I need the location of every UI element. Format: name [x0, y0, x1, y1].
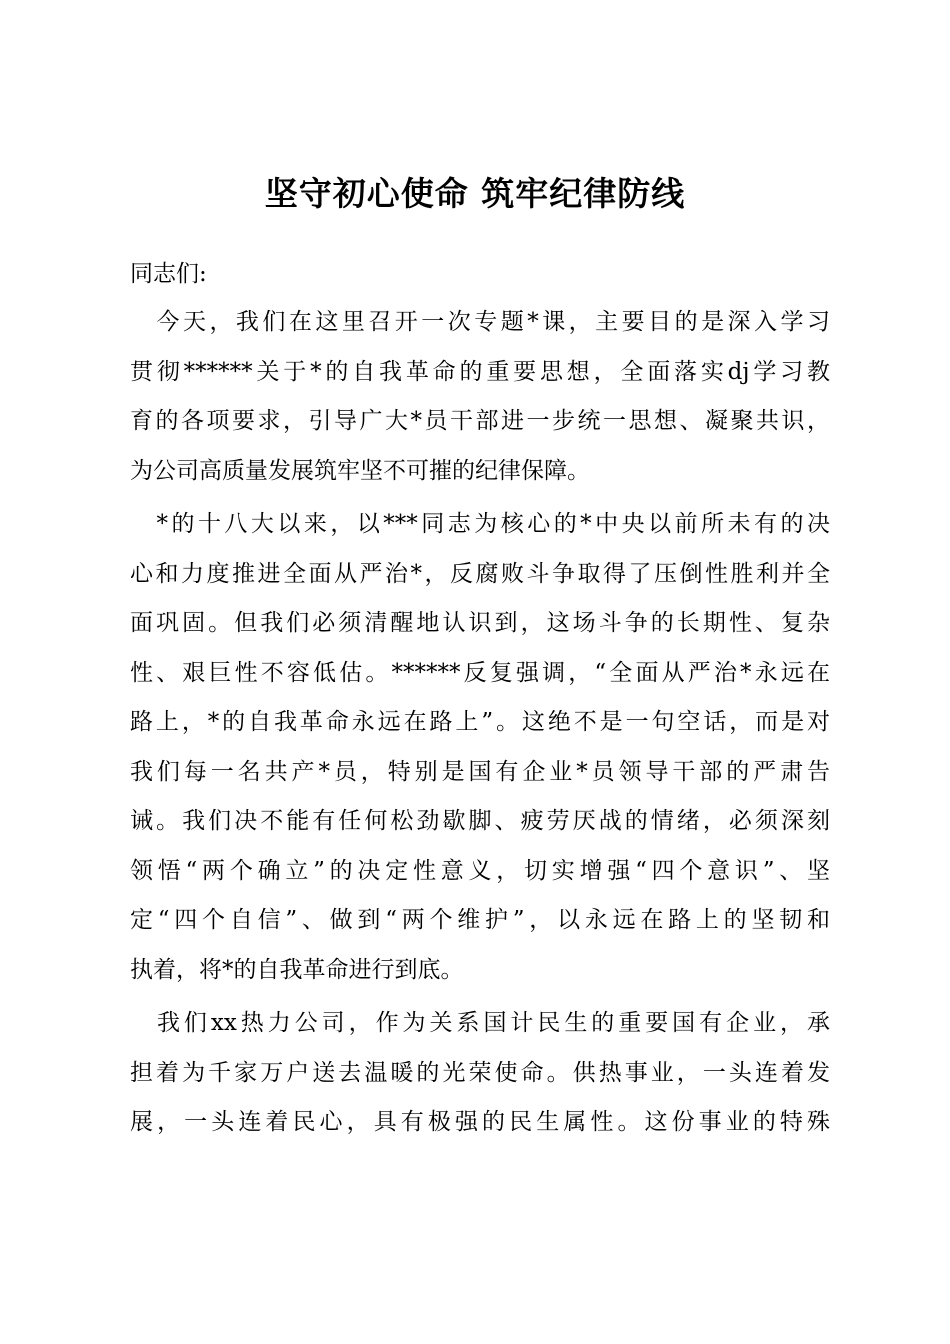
text-line: 心和力度推进全面从严治*，反腐败斗争取得了压倒性胜利并全	[130, 560, 830, 587]
paragraph	[130, 502, 830, 997]
document-title: 坚守初心使命 筑牢纪律防线	[264, 174, 686, 213]
paragraph	[130, 300, 830, 498]
text-line: 贯彻******关于*的自我革命的重要思想，全面落实dj学习教	[130, 358, 830, 385]
text-line: 性、艰巨性不容低估。******反复强调，“全面从严治*永远在	[130, 659, 830, 686]
text-line: 面巩固。但我们必须清醒地认识到，这场斗争的长期性、复杂	[130, 610, 830, 636]
text-line: 我们xx热力公司，作为关系国计民生的重要国有企业，承	[130, 1010, 830, 1036]
greeting: 同志们:	[130, 261, 207, 287]
text-line: 展，一头连着民心，具有极强的民生属性。这份事业的特殊	[130, 1109, 830, 1135]
text-line: 为公司高质量发展筑牢坚不可摧的纪律保障。	[130, 457, 590, 484]
text-line: 担着为千家万户送去温暖的光荣使命。供热事业，一头连着发	[130, 1059, 830, 1086]
text-line: 执着，将*的自我革命进行到底。	[130, 956, 464, 983]
text-line: 路上，*的自我革命永远在路上”。这绝不是一句空话，而是对	[130, 709, 830, 735]
text-line: 定“四个自信”、做到“两个维护”，以永远在路上的坚韧和	[130, 907, 830, 933]
text-line: 诫。我们决不能有任何松劲歇脚、疲劳厌战的情绪，必须深刻	[130, 808, 830, 834]
paragraph	[130, 1001, 830, 1150]
text-line: 领悟“两个确立”的决定性意义，切实增强“四个意识”、坚	[130, 857, 830, 884]
text-line: 我们每一名共产*员，特别是国有企业*员领导干部的严肃告	[130, 758, 830, 785]
text-line: 今天，我们在这里召开一次专题*课，主要目的是深入学习	[130, 309, 830, 335]
text-line: 育的各项要求，引导广大*员干部进一步统一思想、凝聚共识，	[130, 408, 830, 434]
text-line: *的十八大以来，以***同志为核心的*中央以前所未有的决	[130, 511, 830, 537]
document-body	[130, 300, 830, 1154]
